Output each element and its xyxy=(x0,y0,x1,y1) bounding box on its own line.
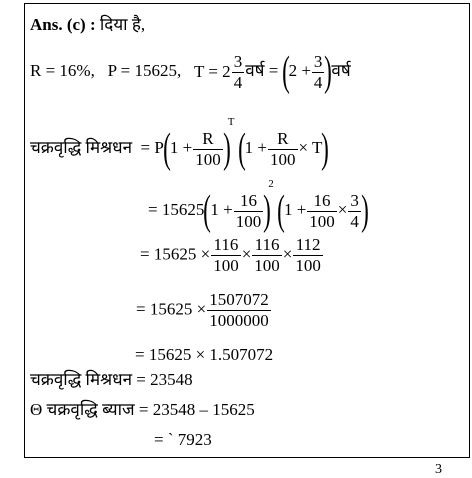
formula-r-den-a: 100 xyxy=(195,149,221,169)
step-1: = 15625(1 + $\frac{16}{100}$ )$^2$ (1 + $\frac{16}{100}$ × $\frac{3}{4}$ ) xyxy=(148,178,369,235)
time-fraction xyxy=(232,52,245,93)
time-expand-num: 3 xyxy=(313,51,323,71)
compound-amount-result: चक्रवृद्धि मिश्रधन = 23548 xyxy=(30,370,193,389)
step1-num-c: 3 xyxy=(350,190,359,210)
time-expand-pre: 2 + xyxy=(288,60,311,80)
step1-times: × xyxy=(337,200,348,219)
step1-den-a: 100 xyxy=(235,211,262,231)
equals-sign: = xyxy=(268,60,279,80)
given-intro: दिया है, xyxy=(99,15,146,34)
step2-eq: = 15625 × xyxy=(140,244,211,264)
step1-eq: = 15625 xyxy=(148,200,205,219)
formula-r-num-b: R xyxy=(277,128,289,148)
step3-num: 1507072 xyxy=(209,290,269,309)
rate-value: R = 16%, xyxy=(30,60,95,80)
time-expand-fraction xyxy=(312,52,325,93)
step1-fraction-a xyxy=(234,191,264,232)
step3-den: 1000000 xyxy=(209,311,269,330)
step2-den-3: 100 xyxy=(295,256,321,275)
step2-fraction-1 xyxy=(211,235,241,276)
step2-times-2: × xyxy=(282,244,293,264)
step1-fraction-b xyxy=(307,191,337,232)
compound-interest-line: Θ चक्रवृद्धि ब्याज = 23548 – 15625 xyxy=(30,400,255,419)
given-values: R = 16%, P = 15625, T = 2 $\frac{3}{4}$ वर्ष = (2 + $\frac{3}{4}$ )वर्ष xyxy=(30,49,351,95)
time-fraction-num: 3 xyxy=(233,51,243,71)
formula-exponent: T xyxy=(227,116,235,128)
formula-r-fraction-a xyxy=(193,129,223,170)
answer-header xyxy=(30,15,145,35)
step2-fraction-2 xyxy=(252,235,282,276)
time-value-whole: T = 2 xyxy=(194,62,231,81)
step-4: = 15625 × 1.507072 xyxy=(135,345,274,364)
time-fraction-den: 4 xyxy=(233,72,243,92)
final-answer: = ` 7923 xyxy=(154,430,212,449)
step2-num-1: 116 xyxy=(213,235,239,254)
step-3 xyxy=(136,290,272,331)
step3-eq: = 15625 × xyxy=(136,299,207,319)
page-number: 3 xyxy=(435,462,442,477)
formula-r-fraction-b xyxy=(268,129,298,170)
step1-one-plus-b: 1 + xyxy=(283,200,307,219)
step1-den-c: 4 xyxy=(350,211,359,231)
formula-label: चक्रवृद्धि मिश्रधन xyxy=(30,138,133,157)
step2-fraction-3 xyxy=(293,235,323,276)
formula-one-plus-a: 1 + xyxy=(169,138,193,157)
step-2 xyxy=(140,235,324,276)
step3-fraction xyxy=(207,290,271,331)
step2-times-1: × xyxy=(241,244,252,264)
time-unit: वर्ष xyxy=(245,60,265,80)
step1-one-plus-a: 1 + xyxy=(210,200,233,219)
step1-den-b: 100 xyxy=(309,211,335,231)
formula-r-den-b: 100 xyxy=(270,149,296,169)
step1-num-b: 16 xyxy=(313,190,331,210)
formula-line: चक्रवृद्धि मिश्रधन = P(1 + $\frac{R}{100}$ )$^T$ (1 + $\frac{R}{100}$ × T) xyxy=(30,116,330,173)
principal-value: P = 15625, xyxy=(107,60,182,80)
step1-exponent: 2 xyxy=(268,178,274,190)
formula-times-t: × T xyxy=(298,138,323,157)
answer-label: Ans. (c) : xyxy=(30,15,96,34)
step1-fraction-c xyxy=(348,191,361,232)
formula-eq-p: = P xyxy=(140,138,164,157)
time-expand-den: 4 xyxy=(313,72,323,92)
step1-num-a: 16 xyxy=(239,190,257,210)
formula-one-plus-b: 1 + xyxy=(244,138,268,157)
step2-num-2: 116 xyxy=(254,235,280,254)
step2-num-3: 112 xyxy=(295,235,321,254)
step2-den-1: 100 xyxy=(213,256,239,275)
formula-r-num-a: R xyxy=(202,128,214,148)
step2-den-2: 100 xyxy=(254,256,280,275)
time-expand-unit: वर्ष xyxy=(331,60,351,80)
